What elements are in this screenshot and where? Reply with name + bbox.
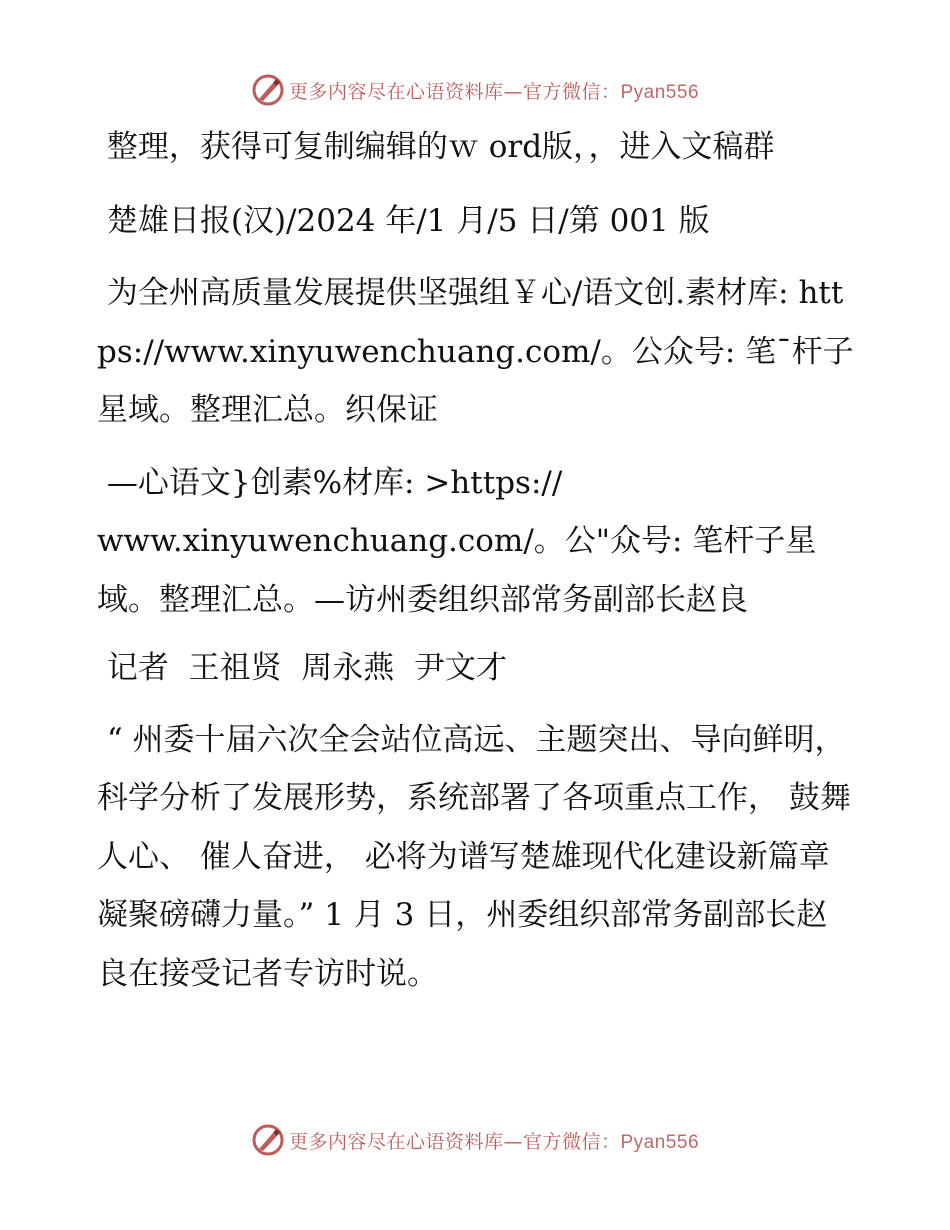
paragraph-intro: 整理，获得可复制编辑的ｗ ord版，，进入文稿群 xyxy=(97,129,775,165)
watermark-text xyxy=(289,77,699,104)
watermark-cn: 更多内容尽在心语资料库—官方微信： xyxy=(288,80,621,103)
document-body xyxy=(97,118,857,1003)
paragraph-byline: 记者 王祖贤 周永燕 尹文才 xyxy=(97,650,507,686)
paragraph-source: 楚雄日报(汉)/2024 年/1 月/5 日/第 001 版 xyxy=(97,202,710,239)
pen-logo-icon xyxy=(251,73,285,107)
watermark-wechat-id: Pyan556 xyxy=(620,1131,700,1153)
watermark-text xyxy=(289,1127,699,1154)
header-watermark xyxy=(0,70,950,110)
watermark-wechat-id: Pyan556 xyxy=(620,81,700,103)
paragraph-headline: 为全州高质量发展提供坚强组￥心/语文创.素材库: https://www.xinyuwenchuang.com/。公众号: 笔¯杆子星域。整理汇总。织保证 xyxy=(97,275,854,428)
pen-logo-icon xyxy=(251,1123,285,1157)
watermark-cn: 更多内容尽在心语资料库—官方微信： xyxy=(288,1130,621,1153)
footer-watermark xyxy=(0,1120,950,1160)
paragraph-subheadline: —心语文}创素%材库: >https:// www.xinyuwenchuang.com/。公"众号: 笔杆子星域。整理汇总。—访州委组织部常务副部长赵良 xyxy=(97,464,817,618)
paragraph-body: “ 州委十届六次全会站位高远、主题突出、导向鲜明，科学分析了发展形势，系统部署了各项重点工作， 鼓舞人心、 催人奋进， 必将为谱写楚雄现代化建设新篇章凝聚磅礴力量。” 1 月 3 日，州委组织部常务副部长赵良在接受记者专访时说。 xyxy=(97,721,851,992)
